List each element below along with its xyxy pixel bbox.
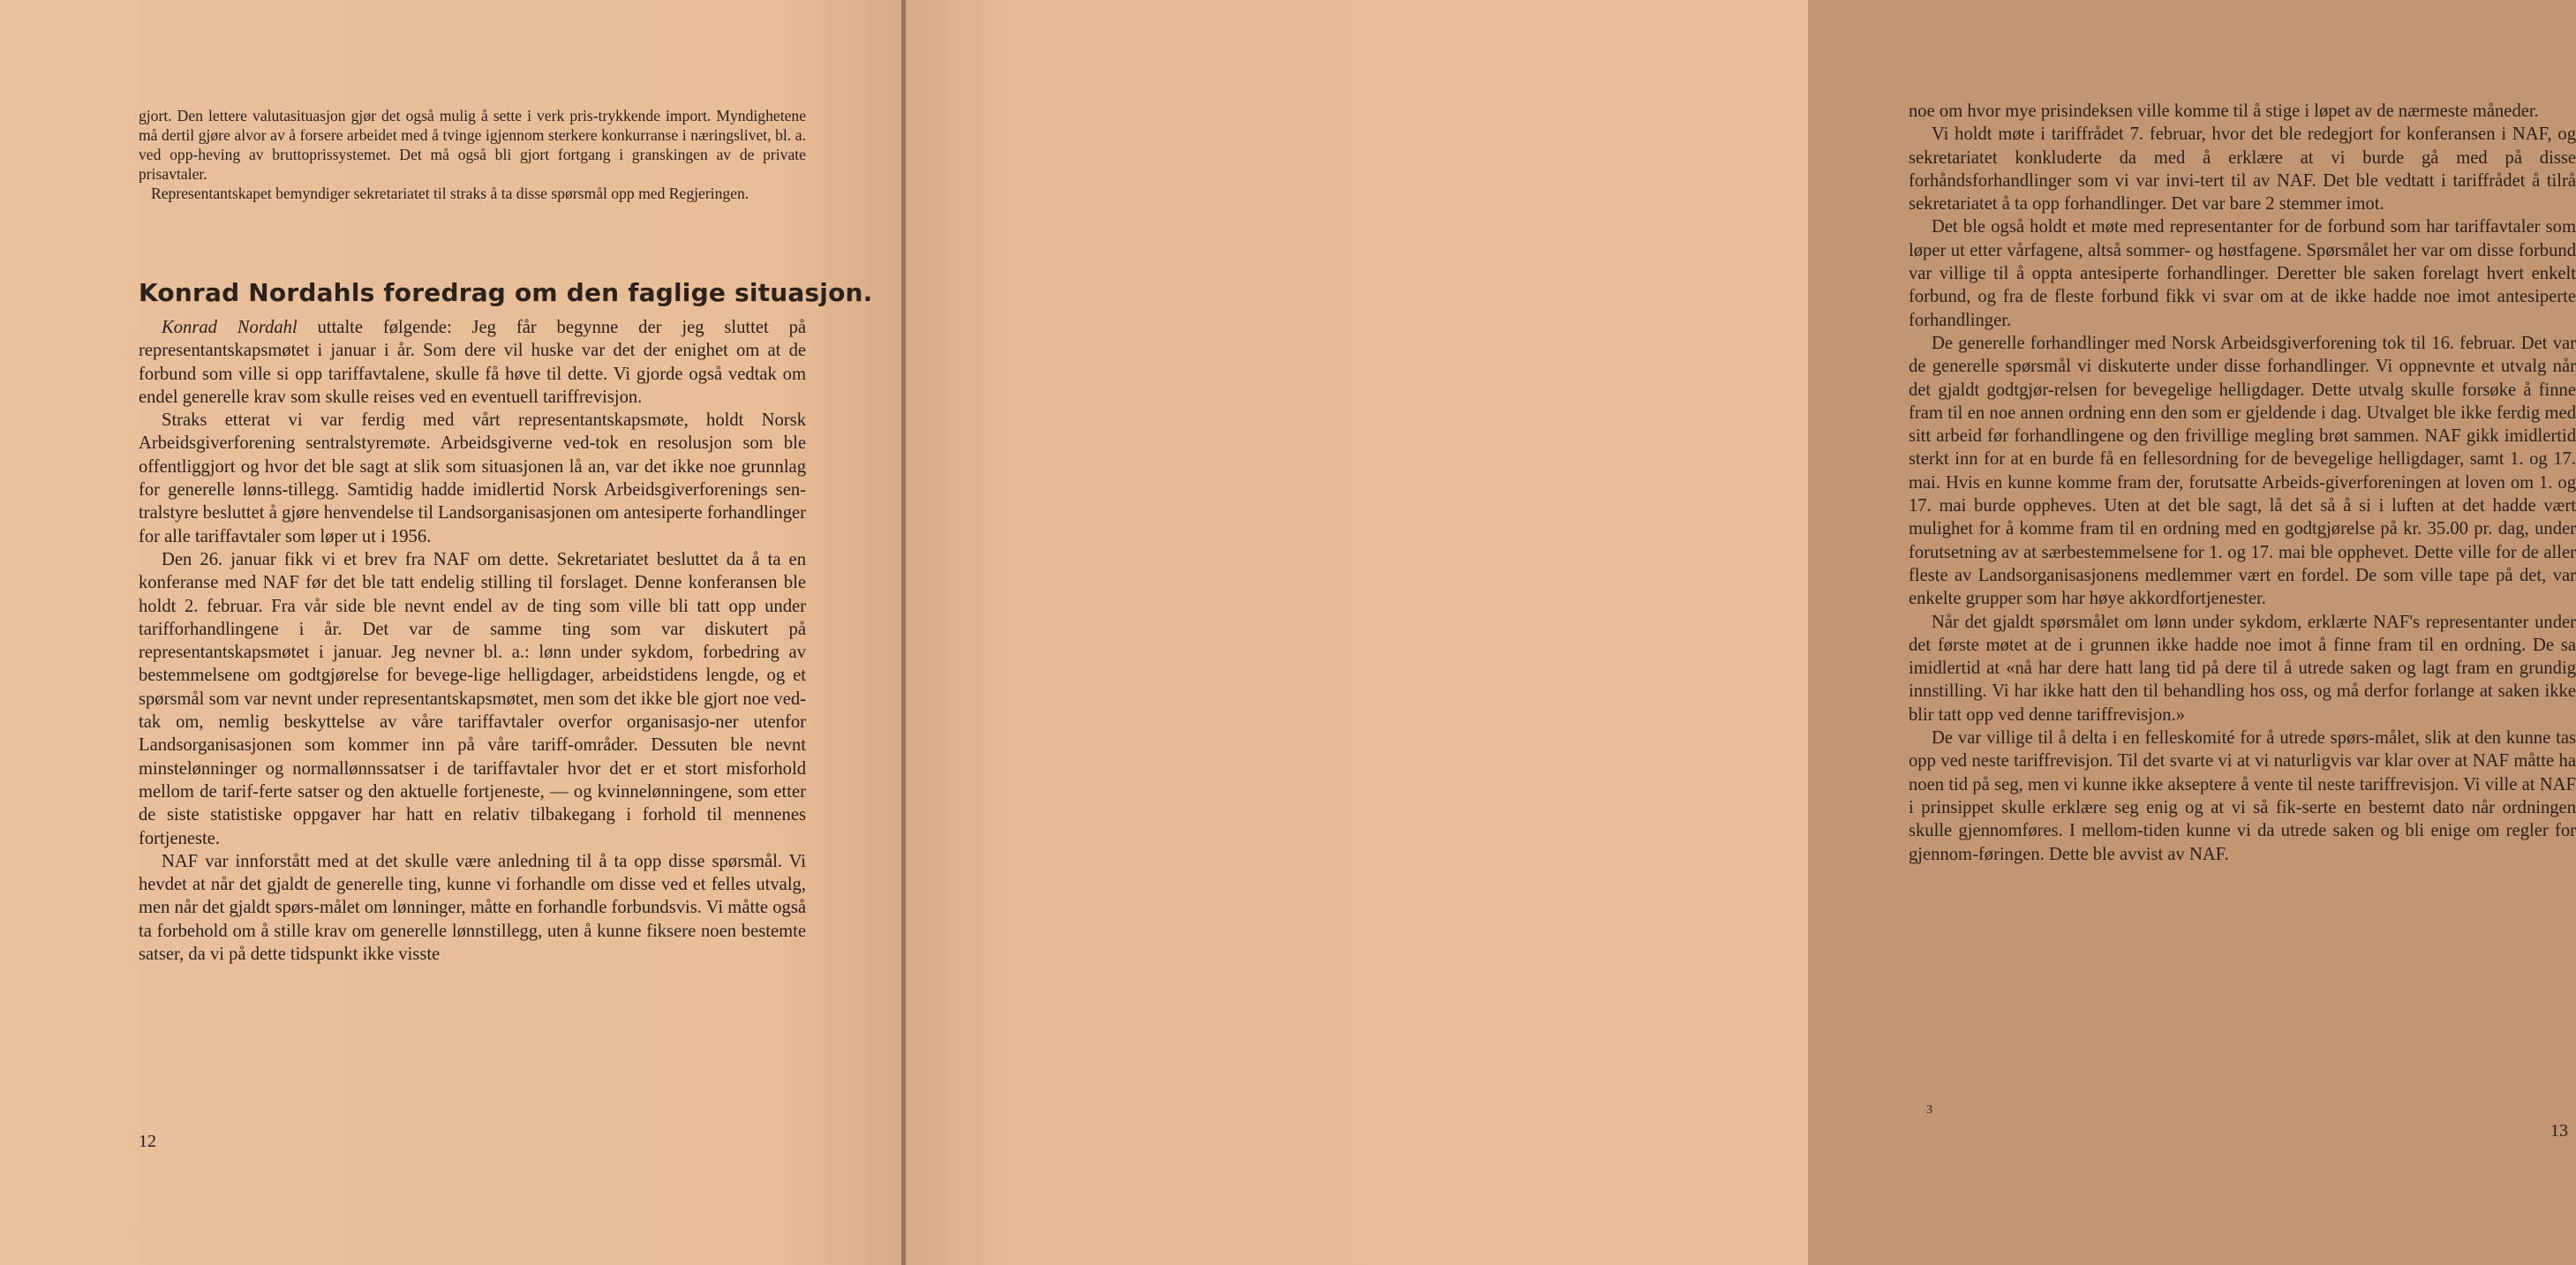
left-body-text bbox=[139, 316, 806, 966]
page-number: 12 bbox=[139, 1132, 156, 1151]
right-page bbox=[906, 0, 2576, 1265]
intro-paragraph: gjort. Den lettere valutasituasjon gjør det også mulig å sette i verk pris-trykkende import. Myndighetene må dertil gjøre alvor av å forsere arbeidet med å tvinge igjennom sterkere konkurranse i næringslivet, bl. a. ved opp-heving av bruttoprissystemet. Det må også bli gjort fortgang i granskingen av de private prisavtaler. bbox=[139, 107, 806, 183]
paragraph: Straks etterat vi var ferdig med vårt representantskapsmøte, holdt Norsk Arbeidsgiverforening sentralstyremøte. Arbeidsgiverne ved-tok en resolusjon som ble offentliggjort og hvor det ble sagt at slik som situasjonen lå an, var det ikke noe grunnlag for generelle lønns-tillegg. Samtidig hadde imidlertid Norsk Arbeidsgiverforenings sen-tralstyre besluttet å gjøre henvendelse til Landsorganisasjonen om antesiperte forhandlinger for alle tariffavtaler som løper ut i 1956. bbox=[139, 410, 806, 546]
paragraph: Når det gjaldt spørsmålet om lønn under sykdom, erklærte NAF's representanter under det første møtet at de i grunnen ikke hadde noe imot å finne fram til en ordning. De sa imidlertid at «nå har dere hatt lang tid på dere til å utrede saken og lagt fram en grundig innstilling. Vi har ikke hatt den til behandling hos oss, og må derfor forlange at saken ikke blir tatt opp ved denne tariffrevisjon.» bbox=[1909, 612, 2576, 725]
paragraph-text: uttalte følgende: Jeg får begynne der jeg sluttet på representantskapsmøtet i januar i år. Som dere vil huske var det der enighet om at de forbund som ville si opp tariffavtalene, skulle få høve til dette. Vi gjorde også vedtak om endel generelle krav som skulle reises ved en eventuell tariffrevisjon. bbox=[139, 318, 807, 407]
paragraph: De generelle forhandlinger med Norsk Arbeidsgiverforening tok til 16. februar. Det var de generelle spørsmål vi diskuterte under disse forhandlinger. Vi oppnevnte et utvalg når det gjaldt godtgjør-relsen for bevegelige helligdager. Dette utvalg skulle forsøke å finne fram til en noe annen ordning enn den som er gjeldende i dag. Utvalget ble ikke ferdig med sitt arbeid før forhandlingene og den frivillige megling brøt sammen. NAF gikk imidlertid sterkt inn for at en burde få en fellesordning for de bevegelige helligdager, samt 1. og 17. mai. Hvis en kunne komme fram der, forutsatte Arbeids-giverforeningen at loven om 1. og 17. mai burde oppheves. Uten at det ble sagt, lå det så å si i luften at det hadde vært mulighet for å komme fram til en ordning med en godtgjørelse på kr. 35.00 pr. dag, under forutsetning av at særbestemmelsene for 1. og 17. mai ble opphevet. Dette ville for de aller fleste av Landsorganisasjonens medlemmer vært en fordel. De som ville tape på det, var enkelte grupper som har høye akkordfortjenester. bbox=[1909, 333, 2576, 609]
section-heading: Konrad Nordahls foredrag om den faglige situasjon. bbox=[139, 278, 873, 307]
speaker-name: Konrad Nordahl bbox=[162, 318, 298, 337]
right-body-text bbox=[1909, 100, 2576, 866]
intro-text bbox=[139, 106, 806, 203]
left-page bbox=[0, 0, 902, 1265]
paragraph: Det ble også holdt et møte med representanter for de forbund som har tariffavtaler som løper ut etter vårfagene, altså sommer- og høstfagene. Spørsmålet her var om disse forbund var villige til å oppta antesiperte forhandlinger. Deretter ble saken forelagt hvert enkelt forbund, og fra de fleste forbund fikk vi svar om at de ikke hadde noe imot antesiperte forhandlinger. bbox=[1909, 217, 2576, 330]
paragraph bbox=[139, 316, 806, 409]
paragraph: Den 26. januar fikk vi et brev fra NAF om dette. Sekretariatet besluttet da å ta en konferanse med NAF før det ble tatt endelig stilling til forslaget. Denne konferansen ble holdt 2. februar. Fra vår side ble nevnt endel av de ting som ville bli tatt opp under tarifforhandlingene i år. Det var de samme ting som var diskutert på representantskapsmøtet i januar. Jeg nevner bl. a.: lønn under sykdom, forbedring av bestemmelsene om godtgjørelse for bevege-lige helligdager, arbeidstidens lengde, og et spørsmål som var nevnt under representantskapsmøtet, men som det ikke ble gjort noe ved-tak om, nemlig beskyttelse av våre tariffavtaler overfor organisasjo-ner utenfor Landsorganisasjonen som kommer inn på våre tariff-områder. Dessuten ble nevnt minstelønninger og normallønnssatser i de tariffavtaler hvor det er et stort misforhold mellom de tarif-ferte satser og den aktuelle fortjeneste, — og kvinnelønningene, som etter de siste statistiske oppgaver har hatt en relativ tilbakegang i forhold til mennenes fortjeneste. bbox=[139, 549, 806, 848]
paragraph: De var villige til å delta i en felleskomité for å utrede spørs-målet, slik at den kunne tas opp ved neste tariffrevisjon. Til det svarte vi at vi naturligvis var klar over at NAF måtte ha noen tid på seg, men vi kunne ikke akseptere å vente til neste tariffrevisjon. Vi ville at NAF i prinsippet skulle erklære seg enig og at vi så fik-serte en bestemt dato når ordningen skulle gjennomføres. I mellom-tiden kunne vi da utrede saken og bli enige om regler for gjennom-føringen. Dette ble avvist av NAF. bbox=[1909, 728, 2576, 864]
signature-mark: 3 bbox=[1926, 1103, 1932, 1117]
paragraph: noe om hvor mye prisindeksen ville komme til å stige i løpet av de nærmeste måneder. bbox=[1909, 102, 2539, 121]
intro-paragraph: Representantskapet bemyndiger sekretariatet til straks å ta disse spørsmål opp med Regjeringen. bbox=[151, 184, 749, 202]
paragraph: NAF var innforstått med at det skulle være anledning til å ta opp disse spørsmål. Vi hevdet at når det gjaldt de generelle ting, kunne vi forhandle om disse ved et felles utvalg, men når det gjaldt spørs-målet om lønninger, måtte en forhandle forbundsvis. Vi måtte også ta forbehold om å stille krav om generelle lønnstillegg, uten å kunne fiksere noen bestemte satser, da vi på dette tidspunkt ikke visste bbox=[139, 851, 806, 965]
page-number: 13 bbox=[2550, 1121, 2568, 1141]
paragraph: Vi holdt møte i tariffrådet 7. februar, hvor det ble redegjort for konferansen i NAF, og sekretariatet konkluderte da med å erklære at vi burde gå med på disse forhåndsforhandlinger som vi var invi-tert til av NAF. Det ble vedtatt i tariffrådet å tilrå sekretariatet å ta opp forhandlinger. Det var bare 2 stemmer imot. bbox=[1909, 124, 2576, 215]
